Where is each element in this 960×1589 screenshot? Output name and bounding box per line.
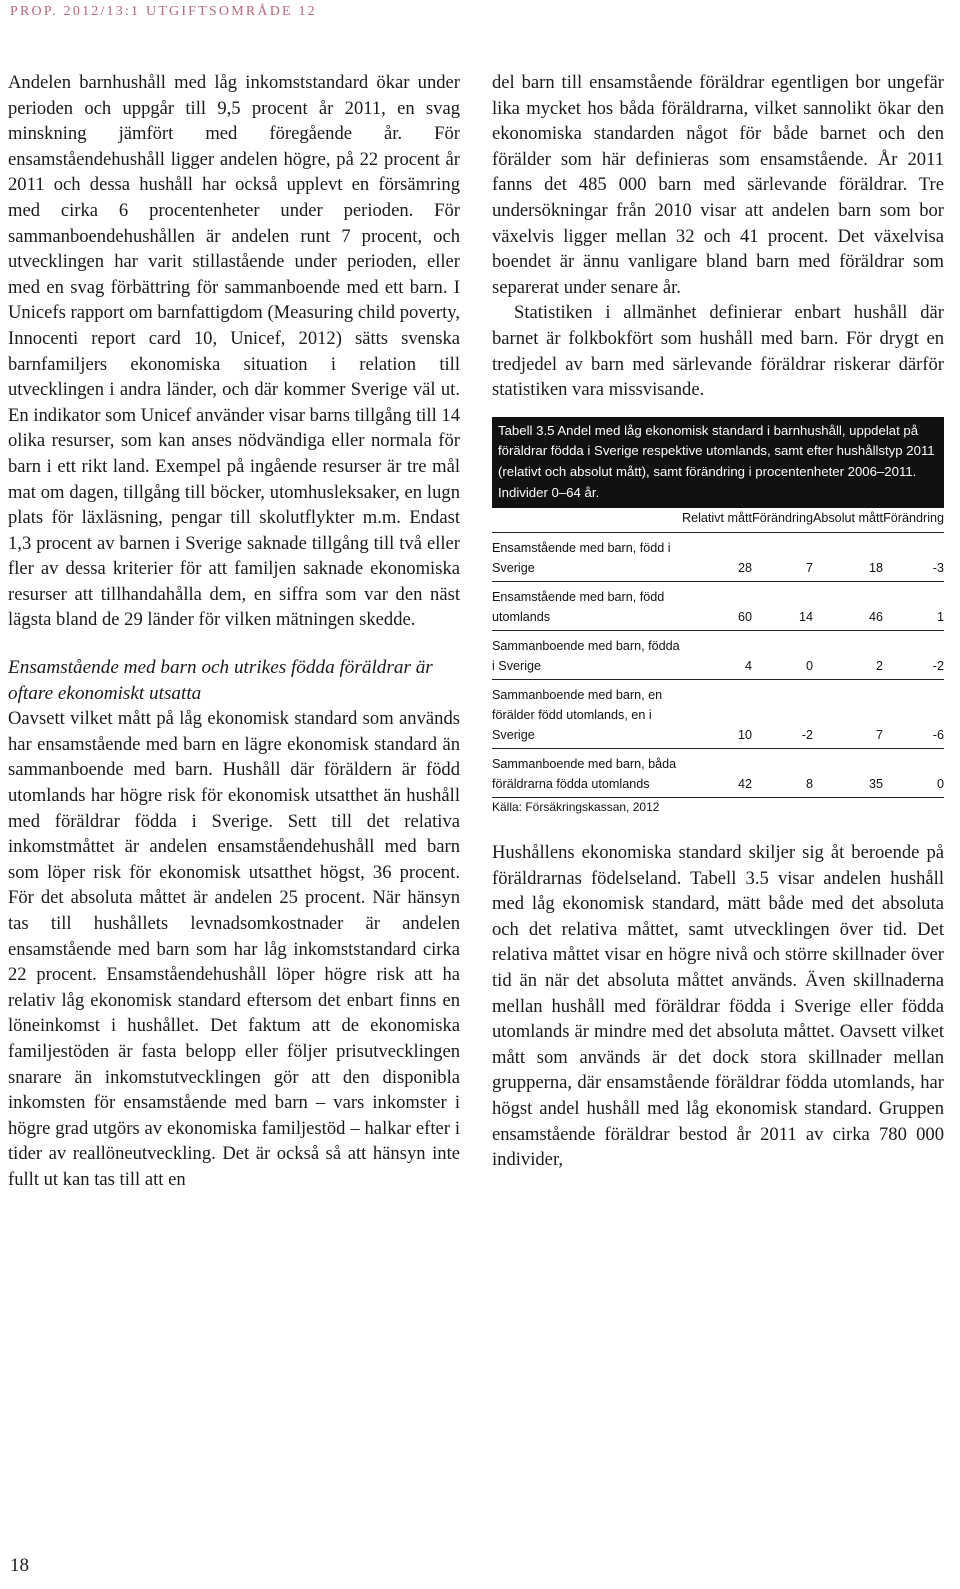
cell-relative: 4 — [682, 631, 752, 680]
statistics-table-block — [492, 417, 944, 814]
page-number: 18 — [10, 1555, 29, 1576]
cell-change-absolute: 0 — [883, 749, 944, 798]
row-label: Sammanboende med barn, födda i Sverige — [492, 631, 682, 680]
cell-absolute: 35 — [813, 749, 883, 798]
statistics-table — [492, 508, 944, 798]
cell-relative: 28 — [682, 533, 752, 582]
left-column — [8, 70, 460, 1193]
cell-relative: 60 — [682, 582, 752, 631]
table-row — [492, 749, 944, 798]
cell-change-relative: 14 — [752, 582, 813, 631]
cell-relative: 10 — [682, 680, 752, 749]
table-source-note: Källa: Försäkringskassan, 2012 — [492, 800, 660, 815]
column-header — [492, 508, 682, 533]
row-label: Sammanboende med barn, en förälder född utomlands, en i Sverige — [492, 680, 682, 749]
right-column — [492, 70, 944, 1173]
cell-absolute: 7 — [813, 680, 883, 749]
cell-absolute: 18 — [813, 533, 883, 582]
cell-change-absolute: 1 — [883, 582, 944, 631]
table-row — [492, 582, 944, 631]
row-label: Ensamstående med barn, född utomlands — [492, 582, 682, 631]
body-paragraph: Andelen barnhushåll med låg inkomststandard ökar under perioden och uppgår till 9,5 procent år 2011, en svag minskning jämfört med föregående år. För ensamståendehushåll ligger andelen högre, på 22 procent år 2011 och dessa hushåll har också upplevt en försämring med cirka 6 procentenheter under perioden. För sammanboendehushållen är andelen runt 7 procent, och utvecklingen har varit stillastående under perioden, eller med en svag förbättring för sammanboende med ett barn. I Unicefs rapport om barnfattigdom (Measuring child poverty, Innocenti report card 10, Unicef, 2012) sätts svenska barnfamiljers ekonomiska situation i relation till utvecklingen i andra länder, och där kommer Sverige väl ut. En indikator som Unicef använder visar barns tillgång till 14 olika resurser, som kan anses nödvändiga eller normala för barn i ett rikt land. Exempel på ingående resurser är tre mål mat om dagen, tillgång till böcker, utomhusleksaker, en lugn plats för läxläsning, pengar till skolutflykter m.m. Endast 1,3 procent av barnen i Sverige saknade tillgång till två eller fler av dessa kriterier för att familjen saknade ekonomiska resurser att tillhandahålla dem, en siffra som var den näst lägsta bland de 29 länder för vilken mätningen skedde. — [8, 72, 460, 631]
cell-change-absolute: -3 — [883, 533, 944, 582]
cell-change-relative: 7 — [752, 533, 813, 582]
cell-change-absolute: -6 — [883, 680, 944, 749]
column-header: Förändring — [752, 508, 813, 533]
table-header-row — [492, 508, 944, 533]
body-paragraph: Oavsett vilket mått på låg ekonomisk standard som används har ensamstående med barn en lägre ekonomisk standard än sammanboende med barn. Hushåll där föräldern är född utomlands har högre risk för ekonomisk utsatthet än hushåll med föräldrar födda i Sverige. Sett till det relativa inkomstmåttet är andelen ensamståendehushåll med barn som löper risk för ekonomisk utsatthet högst, 36 procent. För det absoluta måttet är andelen 25 procent. När hänsyn tas till hushållets levnadsomkostnader är andelen ensamstående med barn som har låg inkomststandard cirka 22 procent. Ensamståendehushåll löper högre risk att ha relativ låg ekonomisk standard eftersom det enbart finns en löneinkomst i hushållet. Det faktum att de ekonomiska familjestöden är fasta belopp eller följer prisutvecklingen snarare än inkomstutvecklingen gör att den disponibla inkomsten för ensamstående med barn – vars inkomster i högre grad utgörs av ekonomiska familjestöd – halkar efter i tider av reallöneutveckling. Det är också så att hänsyn inte fullt ut kan tas till att en — [8, 708, 460, 1190]
row-label: Sammanboende med barn, båda föräldrarna födda utomlands — [492, 749, 682, 798]
table-row — [492, 680, 944, 749]
body-paragraph: del barn till ensamstående föräldrar egentligen bor ungefär lika mycket hos båda föräldrarna, vilket sannolikt ökar den ekonomiska standarden något för både barnet och den förälder som här definieras som ensamstående. År 2011 fanns det 485 000 barn med särlevande föräldrar. Tre undersökningar från 2010 visar att andelen barn som bor växelvis ligger mellan 32 och 41 procent. Det växelvisa boendet är ännu vanligare bland barn med föräldrar som separerat under senare år. — [492, 72, 944, 298]
table-row — [492, 631, 944, 680]
column-header: Förändring — [883, 508, 944, 533]
section-subheading: Ensamstående med barn och utrikes födda föräldrar är oftare ekonomiskt utsatta — [8, 657, 433, 704]
cell-change-relative: 8 — [752, 749, 813, 798]
cell-change-relative: -2 — [752, 680, 813, 749]
row-label: Ensamstående med barn, född i Sverige — [492, 533, 682, 582]
cell-relative: 42 — [682, 749, 752, 798]
table-caption: Tabell 3.5 Andel med låg ekonomisk standard i barnhushåll, uppdelat på föräldrar födda i Sverige respektive utomlands, samt efter hushållstyp 2011 (relativt och absolut mått), samt förändring i procentenheter 2006–2011. Individer 0–64 år. — [492, 417, 944, 508]
cell-change-absolute: -2 — [883, 631, 944, 680]
running-head: PROP. 2012/13:1 UTGIFTSOMRÅDE 12 — [10, 4, 317, 19]
table-row — [492, 533, 944, 582]
cell-absolute: 2 — [813, 631, 883, 680]
column-header: Absolut mått — [813, 508, 883, 533]
cell-absolute: 46 — [813, 582, 883, 631]
cell-change-relative: 0 — [752, 631, 813, 680]
body-paragraph: Statistiken i allmänhet definierar enbart hushåll där barnet är folkbokfört som hushåll med barn. För drygt en tredjedel av barn med särlevande föräldrar riskerar därför statistiken vara missvisande. — [492, 302, 944, 401]
body-paragraph: Hushållens ekonomiska standard skiljer sig åt beroende på föräldrarnas födelseland. Tabell 3.5 visar andelen hushåll med låg ekonomisk standard, mätt både med det absoluta och det relativa måttet, samt utvecklingen över tid. Det relativa måttet visar en högre nivå och större skillnader över tid än när det absoluta måttet används. Även skillnaderna mellan hushåll med föräldrar födda i Sverige eller födda utomlands är mindre med det absoluta måttet. Oavsett vilket mått som används är det dock stora skillnader mellan grupperna, där ensamstående föräldrar födda utomlands, har högst andel hushåll med låg ekonomisk standard. Gruppen ensamstående föräldrar bestod år 2011 av cirka 780 000 individer, — [492, 842, 944, 1171]
column-header: Relativt mått — [682, 508, 752, 533]
